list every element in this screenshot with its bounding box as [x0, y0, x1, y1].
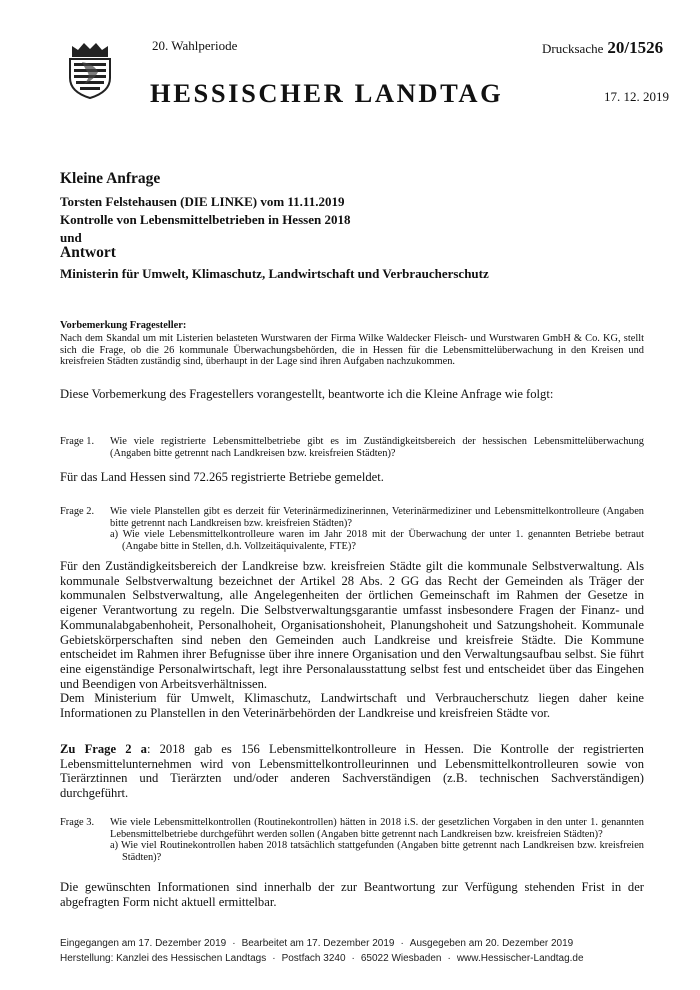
ministry-line: Ministerin für Umwelt, Klimaschutz, Landwirtschaft und Verbraucherschutz: [60, 266, 489, 281]
vorbemerkung-heading: Vorbemerkung Fragesteller:: [60, 320, 187, 331]
kleine-anfrage-heading: Kleine Anfrage: [60, 170, 161, 187]
footer-separator: ·: [272, 953, 276, 964]
frage-3: [60, 817, 644, 863]
footer-dates: [60, 938, 660, 949]
footer-eingegangen: Eingegangen am 17. Dezember 2019: [60, 938, 227, 949]
frage-1: [60, 436, 644, 459]
drucksache-value: 20/1526: [607, 38, 664, 57]
footer-separator: ·: [232, 938, 236, 949]
footer-separator: ·: [447, 953, 451, 964]
frage-2a-answer-label: Zu Frage 2 a: [60, 742, 147, 756]
footer-ausgegeben: Ausgegeben am 20. Dezember 2019: [409, 938, 574, 949]
antwort-heading: Antwort: [60, 244, 116, 261]
footer-postfach: Postfach 3240: [281, 953, 346, 964]
und-line: und: [60, 230, 82, 245]
legislative-period: 20. Wahlperiode: [152, 38, 238, 53]
frage-3a-text: a) Wie viel Routinekontrollen haben 2018 tatsächlich stattgefunden (Angaben bitte getrennt nach Landkreisen bzw. kreisfreien Städten)?: [110, 840, 644, 863]
footer-ort: 65022 Wiesbaden: [360, 953, 442, 964]
frage-2-label: Frage 2.: [60, 506, 95, 517]
frage-2a-text: a) Wie viele Lebensmittelkontrolleure waren im Jahr 2018 mit der Überwachung der unter 1. genannten Betriebe betraut (Angabe bitte in Stellen, d.h. Vollzeitäquivalente, FTE)?: [110, 529, 644, 552]
vorbemerkung-text: Nach dem Skandal um mit Listerien belasteten Wurstwaren der Firma Wilke Waldecker Fleisch- und Wurstwaren GmbH & Co. KG, stellt sich die Frage, ob die 26 kommunale Überwachungsbehörden, die in Hessen für die Lebensmittelüberwachung in den Kreisen und kreisfreien Städten zuständig sind, überhaupt in der Lage sind ihren Aufgaben nachzukommen.: [60, 333, 644, 368]
footer-separator: ·: [400, 938, 404, 949]
footer-bearbeitet: Bearbeitet am 17. Dezember 2019: [241, 938, 395, 949]
frage-2-text: Wie viele Planstellen gibt es derzeit für Veterinärmedizinerinnen, Veterinärmediziner und Lebensmittelkontrolleure (Angaben bitte getrennt nach Landkreisen bzw. kreisfreien Städten)?: [110, 506, 644, 529]
frage-1-label: Frage 1.: [60, 436, 95, 447]
hessen-coat-of-arms-icon: [64, 40, 116, 100]
topic-line: Kontrolle von Lebensmittelbetrieben in Hessen 2018: [60, 212, 351, 227]
footer-herstellung: Herstellung: Kanzlei des Hessischen Landtags: [60, 953, 267, 964]
drucksache-number: [542, 38, 663, 58]
frage-1-answer: Für das Land Hessen sind 72.265 registrierte Betriebe gemeldet.: [60, 470, 384, 484]
author-line: Torsten Felstehausen (DIE LINKE) vom 11.11.2019: [60, 194, 345, 209]
frage-2-answer-paragraph-2: Dem Ministerium für Umwelt, Klimaschutz, Landwirtschaft und Verbraucherschutz liegen daher keine Informationen zu Planstellen in den Veterinärbehörden der Landkreise und kreisfreien Städte vor.: [60, 691, 644, 720]
frage-2: [60, 506, 644, 552]
footer-website-link[interactable]: www.Hessischer-Landtag.de: [456, 953, 584, 964]
drucksache-label: Drucksache: [542, 41, 604, 56]
footer-separator: ·: [351, 953, 355, 964]
frage-2a-answer: [60, 742, 644, 801]
document-date: 17. 12. 2019: [604, 89, 669, 104]
intro-paragraph: Diese Vorbemerkung des Fragestellers vorangestellt, beantworte ich die Kleine Anfrage wie folgt:: [60, 387, 554, 401]
frage-1-text: Wie viele registrierte Lebensmittelbetriebe gibt es im Zuständigkeitsbereich der hessischen Lebensmittelüberwachung (Angaben bitte getrennt nach Landkreisen bzw. kreisfreien Städten)?: [110, 436, 644, 459]
footer-imprint: [60, 953, 660, 964]
frage-3-label: Frage 3.: [60, 817, 95, 828]
frage-2a-answer-text: : 2018 gab es 156 Lebensmittelkontrolleure in Hessen. Die Kontrolle der registrierten Lebensmittelunternehmen wird von Lebensmittelkontrolleurinnen und Lebensmittelkontrolleuren sowie von Tierärztinnen und Tierärzten und/oder anderen Sachverständigen (z.B. technischen Sachverständigen) durchgeführt.: [60, 742, 644, 801]
frage-3-answer: Die gewünschten Informationen sind innerhalb der zur Beantwortung zur Verfügung stehenden Frist in der abgefragten Form nicht aktuell ermittelbar.: [60, 880, 644, 909]
frage-3-text: Wie viele Lebensmittelkontrollen (Routinekontrollen) hätten in 2018 i.S. der gesetzlichen Vorgaben in den unter 1. genannten Lebensmittelbetriebe durchgeführt werden sollen (Angaben bitte getrennt nach Landkreisen bzw. kreisfreien Städten)?: [110, 817, 644, 840]
frage-2-answer-paragraph-1: Für den Zuständigkeitsbereich der Landkreise bzw. kreisfreien Städte gilt die kommunale Selbstverwaltung. Als kommunale Selbstverwaltung bezeichnet der Artikel 28 Abs. 2 GG das Recht der Gemeinden als Träger der kommunalen Selbstverwaltung, alle Angelegenheiten der örtlichen Gemeinschaft im Rahmen der Gesetze in eigener Verantwortung zu regeln. Die Selbstverwaltungsgarantie umfasst insbesondere Fragen der Finanz- und Kommunalabgabenhoheit, Personalhoheit, Organisationshoheit, Planungshoheit und Satzungshoheit. Kommunale Gebietskörperschaften sind neben den Gemeinden auch Landkreise und kreisfreie Städte. Die Kommune entscheidet im Rahmen ihrer Befugnisse über ihre innere Organisation und den Verwaltungsaufbau selbst. Sie führt eine eigenständige Personalwirtschaft, legt ihre Personalausstattung selbst fest und entscheidet über das Eingehen und Beendigen von Arbeitsverhältnissen.: [60, 559, 644, 691]
institution-title: HESSISCHER LANDTAG: [150, 78, 504, 108]
